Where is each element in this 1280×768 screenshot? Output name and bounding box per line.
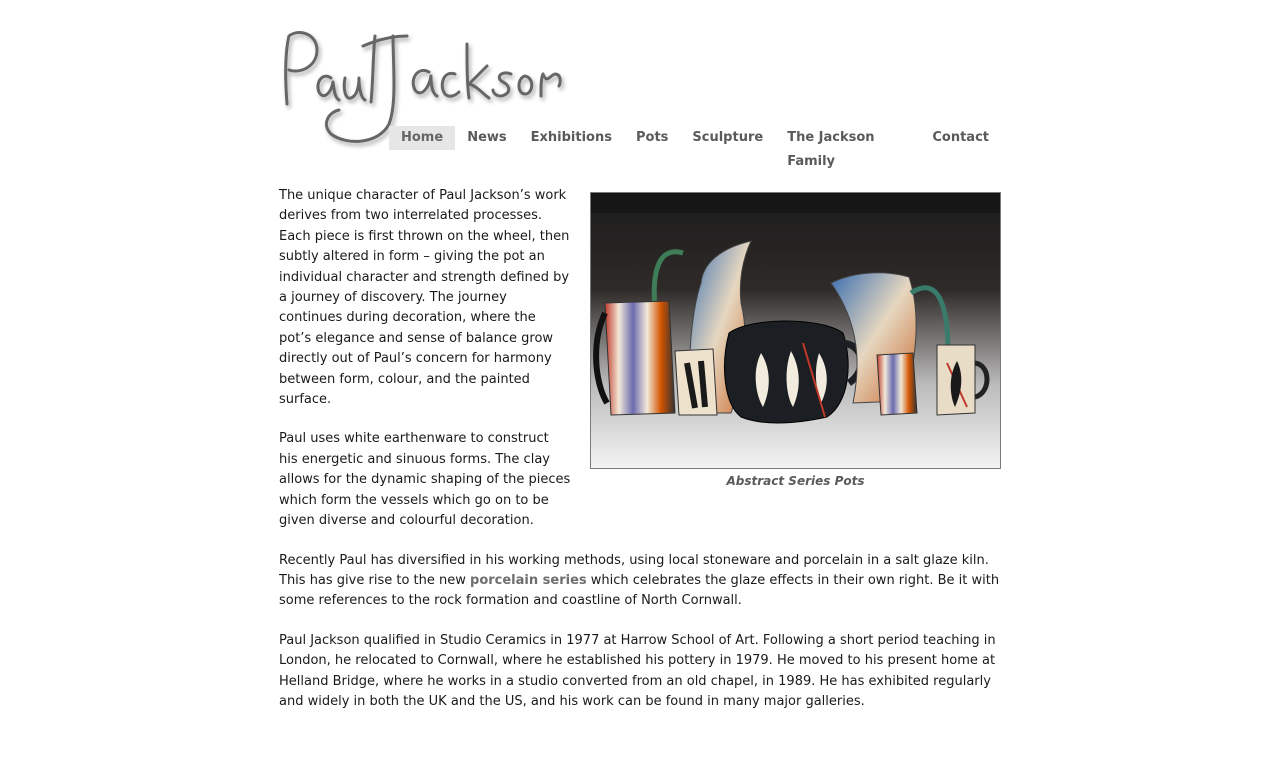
nav-jackson-family-link[interactable]: The Jackson Family (787, 130, 875, 169)
page (279, 0, 1001, 768)
main-content (279, 186, 1001, 731)
porcelain-paragraph-text-start: Recently Paul has diversified in his working methods, using local stoneware and porcelain in a salt glaze kiln. This has give rise to the new (279, 552, 989, 588)
nav-news-link[interactable]: News (467, 130, 507, 145)
porcelain-paragraph-text-end: which celebrates the glaze effects in their own right. Be it with some references to the rock formation and coastline of North Cornwall. (279, 572, 1000, 609)
abstract-series-pots-photo (590, 192, 1001, 469)
porcelain-paragraph (279, 551, 1001, 612)
nav-contact-link[interactable]: Contact (932, 130, 989, 145)
nav-sculpture-link[interactable]: Sculpture (692, 130, 764, 145)
materials-paragraph: Paul uses white earthenware to construct his energetic and sinuous forms. The clay allows for the dynamic shaping of the pieces which form the vessels which go on to be given diverse and colourful decoration. (279, 431, 571, 529)
nav-exhibitions-link[interactable]: Exhibitions (530, 130, 612, 145)
image-caption: Abstract Series Pots (726, 474, 865, 488)
main-navigation (389, 126, 1001, 169)
porcelain-series-link[interactable]: porcelain series (470, 572, 587, 588)
nav-pots-link[interactable]: Pots (635, 130, 669, 145)
featured-image-figure (590, 192, 1001, 491)
intro-paragraph: The unique character of Paul Jackson’s work derives from two interrelated processes. Each piece is first thrown on the wheel, then subtly altered in form – giving the pot an individual character and strength defined by a journey of discovery. The journey continues during decoration, where the pot’s elegance and sense of balance grow directly out of Paul’s concern for harmony between form, colour, and the painted surface. (279, 188, 570, 408)
nav-home-link[interactable]: Home (389, 126, 455, 150)
biography-paragraph: Paul Jackson qualified in Studio Ceramics in 1977 at Harrow School of Art. Following a short period teaching in London, he relocated to Cornwall, where he established his pottery in 1979. He moved to his present home at Helland Bridge, where he works in a studio converted from an old chapel, in 1989. He has exhibited regularly and widely in both the UK and the US, and his work can be found in many major galleries. (279, 632, 996, 709)
